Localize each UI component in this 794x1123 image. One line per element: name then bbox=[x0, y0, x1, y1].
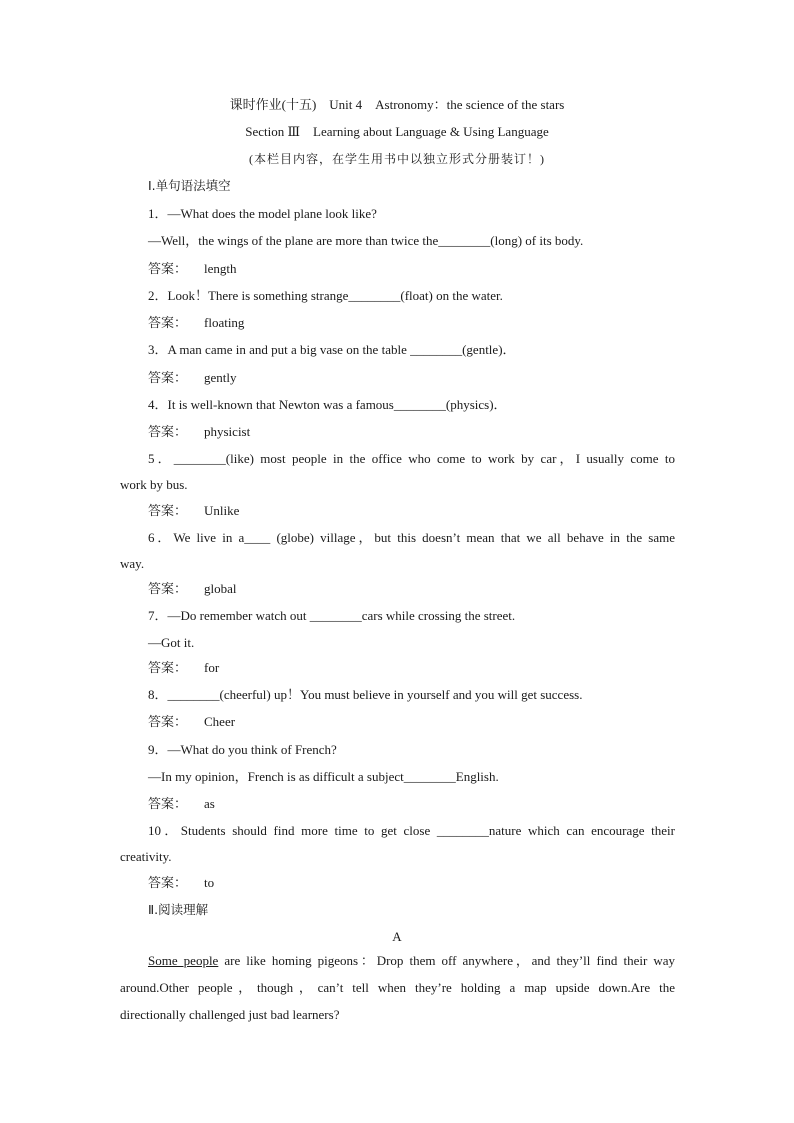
answer-value: physicist bbox=[204, 424, 251, 439]
question-1-line-2: —Well，the wings of the plane are more than twice the________(long) of its body. bbox=[148, 233, 584, 248]
answer-value: floating bbox=[204, 315, 245, 330]
answer-10 bbox=[148, 875, 214, 891]
question-5-line-2: work by bus. bbox=[120, 477, 188, 492]
question-4-line-1: 4．It is well-known that Newton was a famous________(physics)． bbox=[148, 397, 507, 412]
answer-value: to bbox=[204, 875, 215, 890]
answer-label: 答案： bbox=[148, 875, 188, 890]
answer-label: 答案： bbox=[148, 315, 188, 330]
question-2-line-1: 2．Look！There is something strange________(float) on the water. bbox=[148, 288, 503, 303]
answer-label: 答案： bbox=[148, 714, 188, 729]
question-10-line-1: 10．Students should find more time to get close ________nature which can encourage their bbox=[148, 823, 675, 838]
question-7-line-1: 7．—Do remember watch out ________cars while crossing the street. bbox=[148, 608, 516, 623]
page-title: 课时作业(十五) Unit 4 Astronomy：the science of the stars bbox=[229, 97, 565, 112]
answer-label: 答案： bbox=[148, 660, 188, 675]
answer-4 bbox=[148, 424, 250, 440]
passage-letter: A bbox=[392, 929, 402, 944]
answer-2 bbox=[148, 315, 244, 331]
question-9-line-1: 9．—What do you think of French? bbox=[148, 742, 337, 757]
question-10-line-2: creativity. bbox=[120, 849, 172, 864]
passage-line-2: around.Other people，though，can’t tell when they’re holding a map upside down.Are the bbox=[120, 980, 675, 995]
answer-value: for bbox=[204, 660, 220, 675]
answer-value: as bbox=[204, 796, 215, 811]
section-heading-reading: Ⅱ.阅读理解 bbox=[148, 902, 209, 917]
binding-note: (本栏目内容，在学生用书中以独立形式分册装订！) bbox=[249, 152, 545, 166]
question-6-line-2: way. bbox=[120, 556, 145, 571]
passage-line-1 bbox=[148, 953, 675, 969]
answer-value: Unlike bbox=[204, 503, 240, 518]
answer-value: Cheer bbox=[204, 714, 236, 729]
answer-label: 答案： bbox=[148, 581, 188, 596]
question-5-line-1: 5．________(like) most people in the office who come to work by car，I usually come to bbox=[148, 451, 675, 466]
answer-value: length bbox=[204, 261, 237, 276]
question-6-line-1: 6．We live in a____ (globe) village，but this doesn’t mean that we all behave in the same bbox=[148, 530, 675, 545]
passage-line-3: directionally challenged just bad learners? bbox=[120, 1007, 340, 1022]
answer-label: 答案： bbox=[148, 503, 188, 518]
answer-8 bbox=[148, 714, 235, 730]
answer-label: 答案： bbox=[148, 424, 188, 439]
question-3-line-1: 3．A man came in and put a big vase on the table ________(gentle)． bbox=[148, 342, 516, 357]
underlined-phrase: Some people bbox=[148, 953, 219, 968]
answer-label: 答案： bbox=[148, 261, 188, 276]
section-heading-grammar: Ⅰ.单句语法填空 bbox=[148, 178, 231, 193]
answer-6 bbox=[148, 581, 237, 597]
answer-1 bbox=[148, 261, 237, 277]
question-8-line-1: 8．________(cheerful) up！You must believe in yourself and you will get success. bbox=[148, 687, 583, 702]
answer-label: 答案： bbox=[148, 370, 188, 385]
question-1-line-1: 1．—What does the model plane look like? bbox=[148, 206, 377, 221]
answer-value: global bbox=[204, 581, 237, 596]
answer-7 bbox=[148, 660, 219, 676]
answer-value: gently bbox=[204, 370, 237, 385]
section-subtitle: Section Ⅲ Learning about Language & Using Language bbox=[245, 124, 549, 139]
answer-label: 答案： bbox=[148, 796, 188, 811]
answer-3 bbox=[148, 370, 237, 386]
answer-9 bbox=[148, 796, 215, 812]
question-9-line-2: —In my opinion，French is as difficult a subject________English. bbox=[148, 769, 499, 784]
answer-5 bbox=[148, 503, 239, 519]
question-7-line-2: —Got it. bbox=[148, 635, 195, 650]
passage-line-1-text: are like homing pigeons：Drop them off anywhere，and they’ll find their way bbox=[218, 953, 675, 968]
